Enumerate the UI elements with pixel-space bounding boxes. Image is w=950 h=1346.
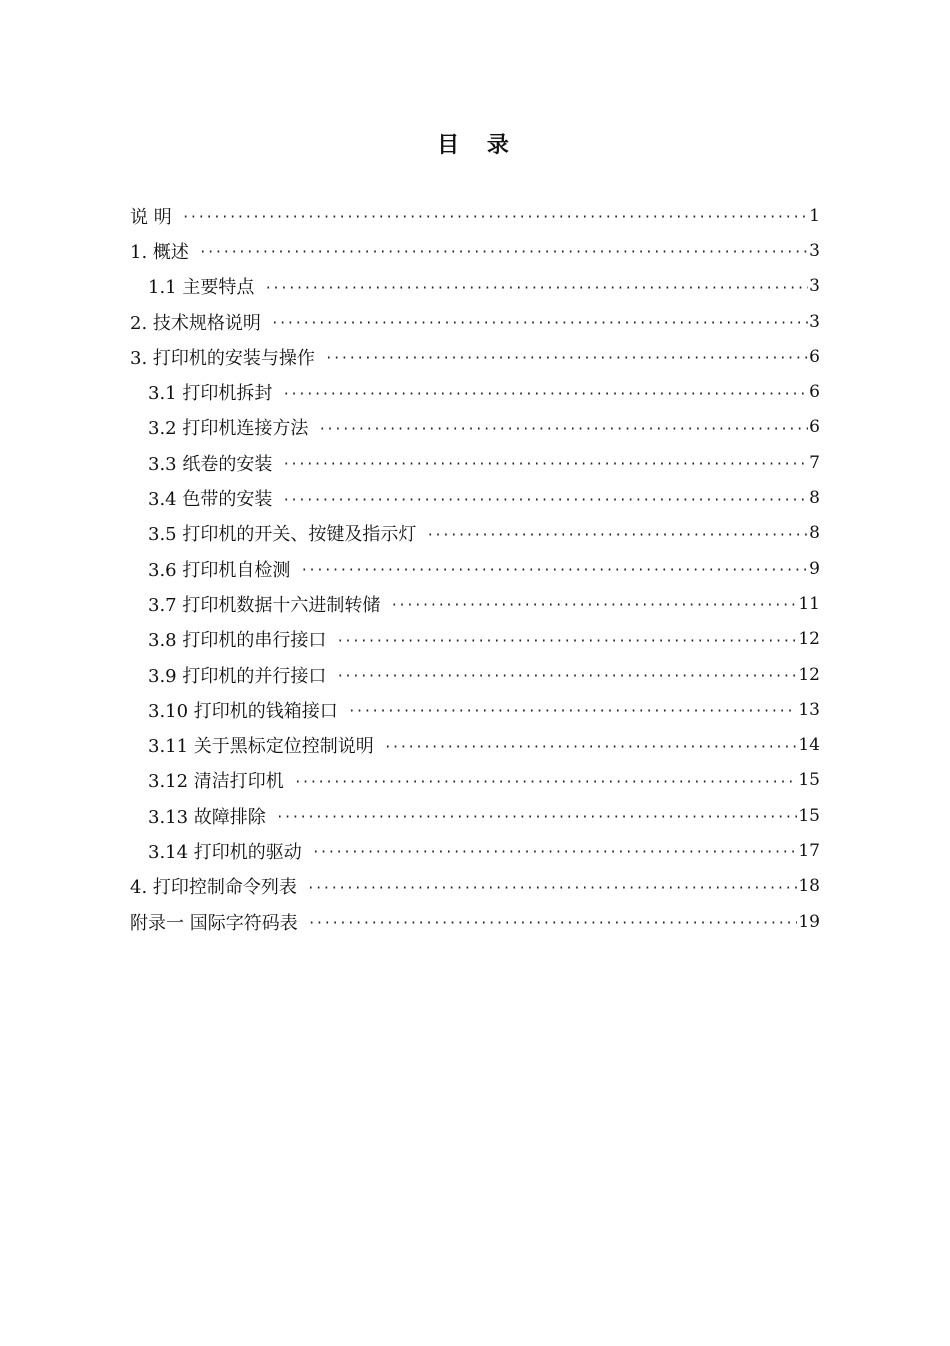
toc-entry-label: 3.2 打印机连接方法 <box>148 418 309 440</box>
dot-leader <box>294 776 798 789</box>
toc-entry-label: 附录一 国际字符码表 <box>130 912 298 934</box>
dot-leader <box>307 882 797 895</box>
toc-entry <box>128 198 820 233</box>
toc-entry <box>128 798 820 833</box>
toc-entry-page-number: 1 <box>809 205 820 226</box>
toc-entry-page-number: 6 <box>809 417 820 438</box>
toc-entry-label: 3. 打印机的安装与操作 <box>130 347 315 369</box>
toc-entry <box>128 586 820 621</box>
toc-entry <box>128 763 820 798</box>
toc-entry <box>128 904 820 939</box>
dot-leader <box>325 352 808 365</box>
dot-leader <box>282 388 808 401</box>
toc-entry-label: 3.10 打印机的钱箱接口 <box>148 700 338 722</box>
toc-entry-label: 3.7 打印机数据十六进制转储 <box>148 594 381 616</box>
toc-entry <box>128 233 820 268</box>
toc-entry <box>128 869 820 904</box>
dot-leader <box>390 599 797 612</box>
toc-entry-label: 4. 打印控制命令列表 <box>130 877 297 899</box>
toc-entry-label: 3.6 打印机自检测 <box>148 559 291 581</box>
dot-leader <box>384 741 798 754</box>
toc-entry-label: 3.11 关于黑标定位控制说明 <box>148 736 374 758</box>
toc-entry-label: 3.4 色带的安装 <box>148 489 273 511</box>
toc-entry-page-number: 9 <box>809 558 820 579</box>
toc-entry-page-number: 15 <box>798 770 820 791</box>
toc-entry <box>128 269 820 304</box>
toc-entry <box>128 304 820 339</box>
toc-entry-page-number: 18 <box>798 876 820 897</box>
dot-leader <box>264 282 808 295</box>
toc-entry-page-number: 12 <box>798 664 820 685</box>
toc-entry-label: 1. 概述 <box>130 241 189 263</box>
toc-entry-page-number: 6 <box>809 346 820 367</box>
toc-entry <box>128 833 820 868</box>
dot-leader <box>308 917 798 930</box>
toc-list <box>128 198 820 939</box>
toc-entry <box>128 516 820 551</box>
toc-entry-page-number: 19 <box>798 911 820 932</box>
dot-leader <box>348 705 798 718</box>
toc-entry-label: 3.3 纸卷的安装 <box>148 453 273 475</box>
toc-entry-page-number: 3 <box>809 311 820 332</box>
toc-entry-page-number: 8 <box>809 523 820 544</box>
toc-entry-page-number: 7 <box>809 452 820 473</box>
toc-entry <box>128 692 820 727</box>
toc-entry-label: 说 明 <box>130 206 172 228</box>
toc-entry <box>128 410 820 445</box>
toc-entry-label: 3.9 打印机的并行接口 <box>148 665 327 687</box>
toc-entry <box>128 374 820 409</box>
toc-entry-page-number: 3 <box>809 276 820 297</box>
toc-entry-label: 2. 技术规格说明 <box>130 312 261 334</box>
dot-leader <box>271 317 808 330</box>
toc-entry-page-number: 14 <box>798 735 820 756</box>
dot-leader <box>276 811 798 824</box>
toc-entry-page-number: 6 <box>809 382 820 403</box>
toc-entry-page-number: 12 <box>798 629 820 650</box>
toc-entry-label: 3.5 打印机的开关、按键及指示灯 <box>148 524 417 546</box>
toc-entry-page-number: 8 <box>809 488 820 509</box>
toc-entry-page-number: 13 <box>798 699 820 720</box>
dot-leader <box>336 670 797 683</box>
dot-leader <box>282 458 808 471</box>
dot-leader <box>336 635 797 648</box>
toc-entry <box>128 445 820 480</box>
toc-entry-page-number: 17 <box>798 840 820 861</box>
dot-leader <box>312 846 798 859</box>
toc-entry-page-number: 3 <box>809 240 820 261</box>
toc-entry-label: 3.12 清洁打印机 <box>148 771 284 793</box>
dot-leader <box>182 211 808 224</box>
toc-entry-label: 3.1 打印机拆封 <box>148 383 273 405</box>
toc-entry-label: 3.8 打印机的串行接口 <box>148 630 327 652</box>
dot-leader <box>199 246 808 259</box>
dot-leader <box>318 423 808 436</box>
dot-leader <box>282 494 808 507</box>
toc-entry <box>128 480 820 515</box>
toc-entry <box>128 657 820 692</box>
toc-entry-label: 1.1 主要特点 <box>148 277 255 299</box>
dot-leader <box>426 529 808 542</box>
toc-entry-page-number: 15 <box>798 805 820 826</box>
toc-entry-label: 3.14 打印机的驱动 <box>148 841 302 863</box>
toc-entry <box>128 339 820 374</box>
toc-title: 目 录 <box>437 132 519 158</box>
toc-entry-label: 3.13 故障排除 <box>148 806 266 828</box>
toc-entry-page-number: 11 <box>798 593 820 614</box>
dot-leader <box>300 564 808 577</box>
toc-entry <box>128 622 820 657</box>
toc-entry <box>128 727 820 762</box>
toc-entry <box>128 551 820 586</box>
